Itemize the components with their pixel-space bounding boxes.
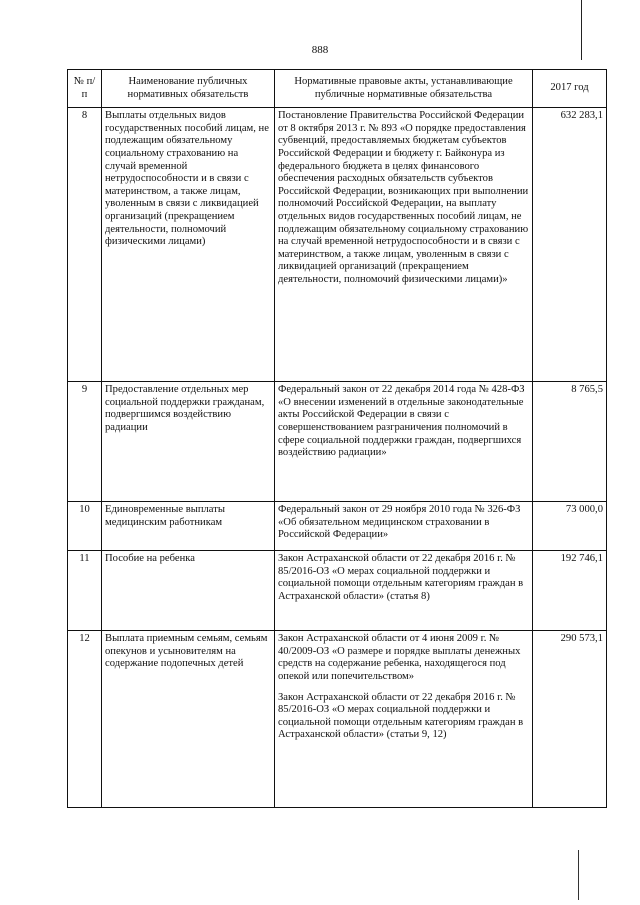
scan-artifact-line [581, 0, 582, 60]
legal-acts-cell [275, 551, 533, 631]
obligations-table [67, 69, 607, 808]
page-number: 888 [311, 44, 329, 56]
obligation-name: Предоставление отдельных мер социальной поддержки гражданам, подвергшимся воздействию радиации [102, 382, 275, 502]
row-number: 10 [68, 502, 102, 551]
row-number: 8 [68, 108, 102, 382]
table-row [68, 108, 607, 382]
table-row [68, 502, 607, 551]
legal-act: Федеральный закон от 22 декабря 2014 года № 428-ФЗ «О внесении изменений в отдельные законодательные акты Российской Федерации в связи с совершенствованием разграничения полномочий в сфере социальной поддержки граждан, подвергшихся воздействию радиации» [278, 384, 525, 459]
header-acts: Нормативные правовые акты, устанавливающие публичные нормативные обязательства [275, 70, 533, 108]
legal-acts-cell [275, 502, 533, 551]
row-number: 12 [68, 631, 102, 808]
obligation-name: Единовременные выплаты медицинским работникам [102, 502, 275, 551]
obligation-name: Пособие на ребенка [102, 551, 275, 631]
legal-acts-cell [275, 108, 533, 382]
table-header-row [68, 70, 607, 108]
scan-artifact-line [578, 850, 579, 900]
table-row [68, 551, 607, 631]
amount-2017: 8 765,5 [533, 382, 607, 502]
legal-act: Закон Астраханской области от 22 декабря 2016 г. № 85/2016-ОЗ «О мерах социальной поддержки и социальной помощи отдельным категориям граждан в Астраханской области» (статья 8) [278, 553, 524, 602]
amount-2017: 192 746,1 [533, 551, 607, 631]
legal-act: Закон Астраханской области от 4 июня 2009 г. № 40/2009-ОЗ «О размере и порядке выплаты денежных средств на содержание ребенка, находящегося под опекой или попечительством» [278, 633, 521, 682]
row-number: 11 [68, 551, 102, 631]
legal-acts-cell [275, 631, 533, 808]
legal-act: Закон Астраханской области от 22 декабря 2016 г. № 85/2016-ОЗ «О мерах социальной поддержки и социальной помощи отдельным категориям граждан в Астраханской области» (статьи 9, 12) [278, 691, 524, 741]
obligation-name: Выплата приемным семьям, семьям опекунов и усыновителям на содержание подопечных детей [102, 631, 275, 808]
table-row [68, 631, 607, 808]
header-year: 2017 год [533, 70, 607, 108]
amount-2017: 73 000,0 [533, 502, 607, 551]
amount-2017: 632 283,1 [533, 108, 607, 382]
obligation-name: Выплаты отдельных видов государственных пособий лицам, не подлежащим обязательному социальному страхованию на случай временной нетрудоспособности и в связи с материнством, а также лицам, уволенным в связи с ликвидацией организаций (прекращением деятельности, полномочий физическими лицами) [102, 108, 275, 382]
legal-act: Федеральный закон от 29 ноября 2010 года № 326-ФЗ «Об обязательном медицинском страховании в Российской Федерации» [278, 504, 521, 541]
header-number: № п/п [68, 70, 102, 108]
legal-act: Постановление Правительства Российской Федерации от 8 октября 2013 г. № 893 «О порядке предоставления субвенций, предоставляемых бюджетам субъектов Российской Федерации и бюджету г. Байконура из федерального бюджета в целях финансового обеспечения расходных обязательств субъектов Российской Федерации, возникающих при выполнении полномочий Российской Федерации, на выплату отдельных видов государственных пособий лицам, не подлежащим обязательному социальному страхованию на случай временной нетрудоспособности и в связи с материнством, а также лицам, уволенным в связи с ликвидацией организаций (прекращением деятельности, полномочий физическими лицами)» [278, 110, 529, 285]
header-name: Наименование публичных нормативных обязательств [102, 70, 275, 108]
legal-acts-cell [275, 382, 533, 502]
amount-2017: 290 573,1 [533, 631, 607, 808]
row-number: 9 [68, 382, 102, 502]
table-row [68, 382, 607, 502]
